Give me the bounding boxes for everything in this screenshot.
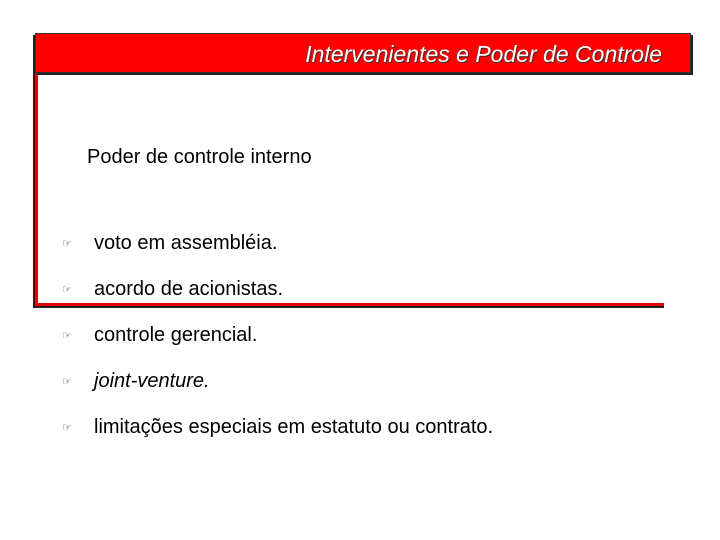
title-bar: [35, 33, 691, 73]
bullet-text: controle gerencial.: [94, 324, 258, 346]
bullet-text: voto em assembléia.: [94, 232, 278, 254]
slide-title: Intervenientes e Poder de Controle: [305, 41, 662, 67]
pointing-hand-icon: ☞: [62, 330, 72, 342]
pointing-hand-icon: ☞: [62, 422, 72, 434]
list-item: [62, 232, 493, 278]
list-item: [62, 416, 493, 462]
pointing-hand-icon: ☞: [62, 238, 72, 250]
bullet-list: [62, 232, 493, 462]
bullet-text: limitações especiais em estatuto ou contrato.: [94, 416, 494, 438]
pointing-hand-icon: ☞: [62, 284, 72, 296]
section-subtitle: Poder de controle interno: [87, 146, 312, 168]
list-item: [62, 278, 493, 324]
list-item: [62, 370, 493, 416]
bullet-text: joint-venture.: [94, 370, 210, 392]
pointing-hand-icon: ☞: [62, 376, 72, 388]
bullet-text: acordo de acionistas.: [94, 278, 284, 300]
list-item: [62, 324, 493, 370]
